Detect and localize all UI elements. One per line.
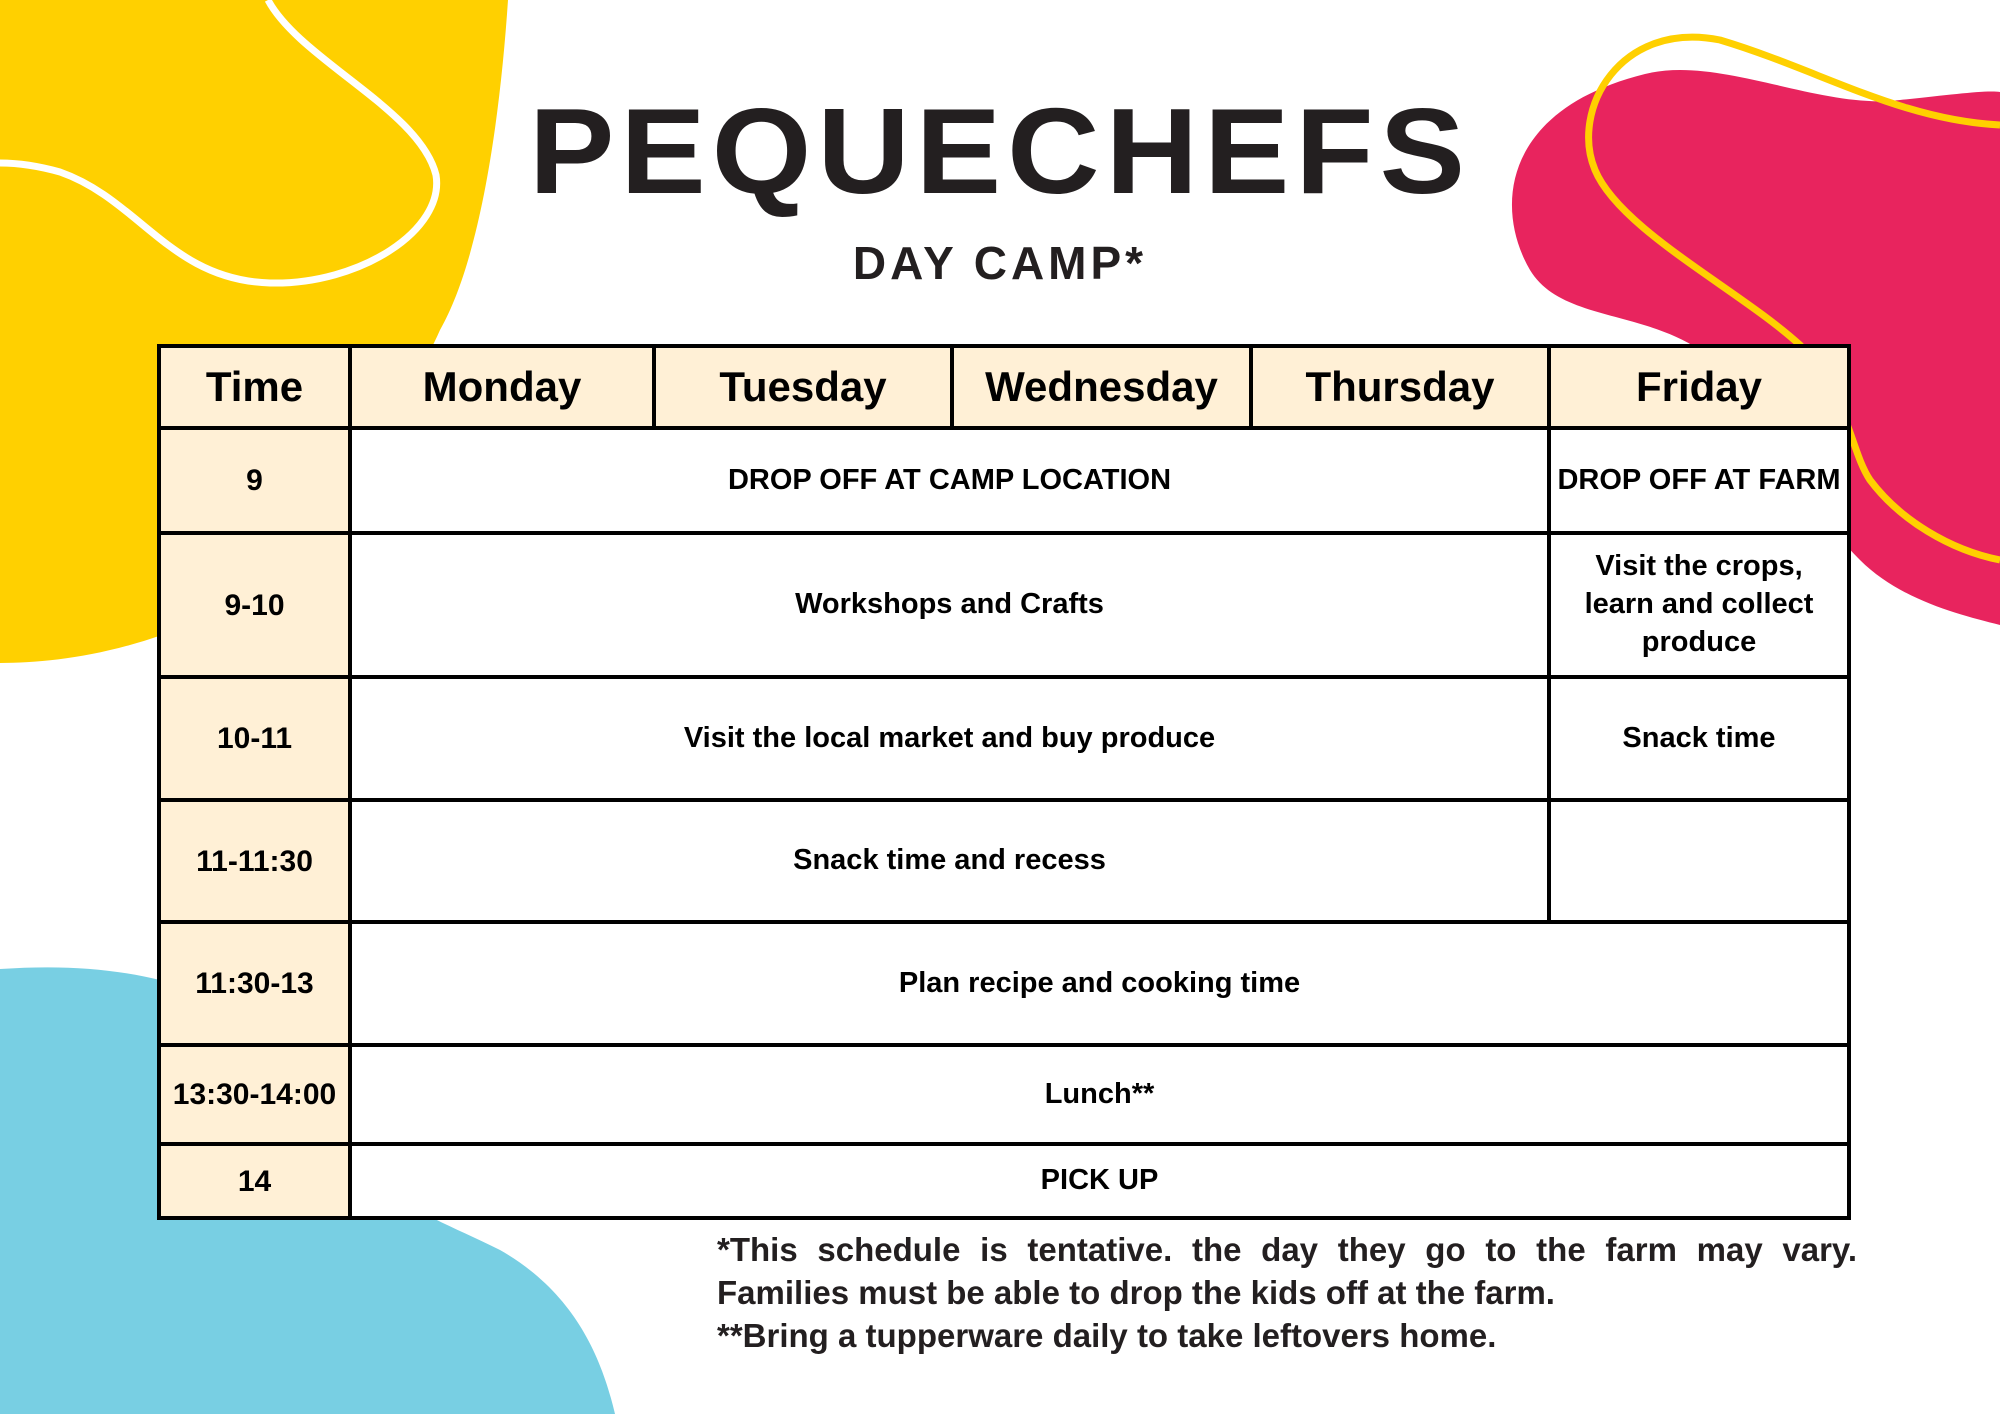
schedule-table xyxy=(157,344,1851,1220)
all-days-activity: PICK UP xyxy=(350,1144,1849,1218)
column-header-time: Time xyxy=(159,346,350,428)
footnote-schedule: *This schedule is tentative. the day they go to the farm may vary. xyxy=(717,1231,1857,1268)
table-row xyxy=(159,677,1849,800)
friday-activity: DROP OFF AT FARM xyxy=(1549,428,1849,533)
table-row xyxy=(159,428,1849,533)
time-cell: 11-11:30 xyxy=(159,800,350,922)
page-title: PEQUECHEFS xyxy=(529,83,1471,220)
all-days-activity: Plan recipe and cooking time xyxy=(350,922,1849,1045)
table-row xyxy=(159,1144,1849,1218)
time-cell: 13:30-14:00 xyxy=(159,1045,350,1144)
table-row xyxy=(159,922,1849,1045)
friday-activity xyxy=(1549,800,1849,922)
column-header-wednesday: Wednesday xyxy=(952,346,1251,428)
time-cell: 11:30-13 xyxy=(159,922,350,1045)
time-cell: 10-11 xyxy=(159,677,350,800)
time-cell: 9 xyxy=(159,428,350,533)
column-header-thursday: Thursday xyxy=(1251,346,1549,428)
friday-activity: Visit the crops, learn and collect produce xyxy=(1549,533,1849,677)
column-header-monday: Monday xyxy=(350,346,654,428)
table-row xyxy=(159,1045,1849,1144)
time-cell: 9-10 xyxy=(159,533,350,677)
column-header-tuesday: Tuesday xyxy=(654,346,952,428)
mon-thu-activity: Workshops and Crafts xyxy=(350,533,1549,677)
footnotes xyxy=(717,1228,1857,1357)
table-row xyxy=(159,800,1849,922)
header-row xyxy=(159,346,1849,428)
footnote-families: Families must be able to drop the kids off at the farm. xyxy=(717,1274,1555,1311)
time-cell: 14 xyxy=(159,1144,350,1218)
mon-thu-activity: Visit the local market and buy produce xyxy=(350,677,1549,800)
footnote-tupperware: **Bring a tupperware daily to take leftovers home. xyxy=(717,1317,1497,1354)
mon-thu-activity: Snack time and recess xyxy=(350,800,1549,922)
friday-activity: Snack time xyxy=(1549,677,1849,800)
table-row xyxy=(159,533,1849,677)
column-header-friday: Friday xyxy=(1549,346,1849,428)
page-subtitle: DAY CAMP* xyxy=(852,237,1148,289)
mon-thu-activity: DROP OFF AT CAMP LOCATION xyxy=(350,428,1549,533)
all-days-activity: Lunch** xyxy=(350,1045,1849,1144)
